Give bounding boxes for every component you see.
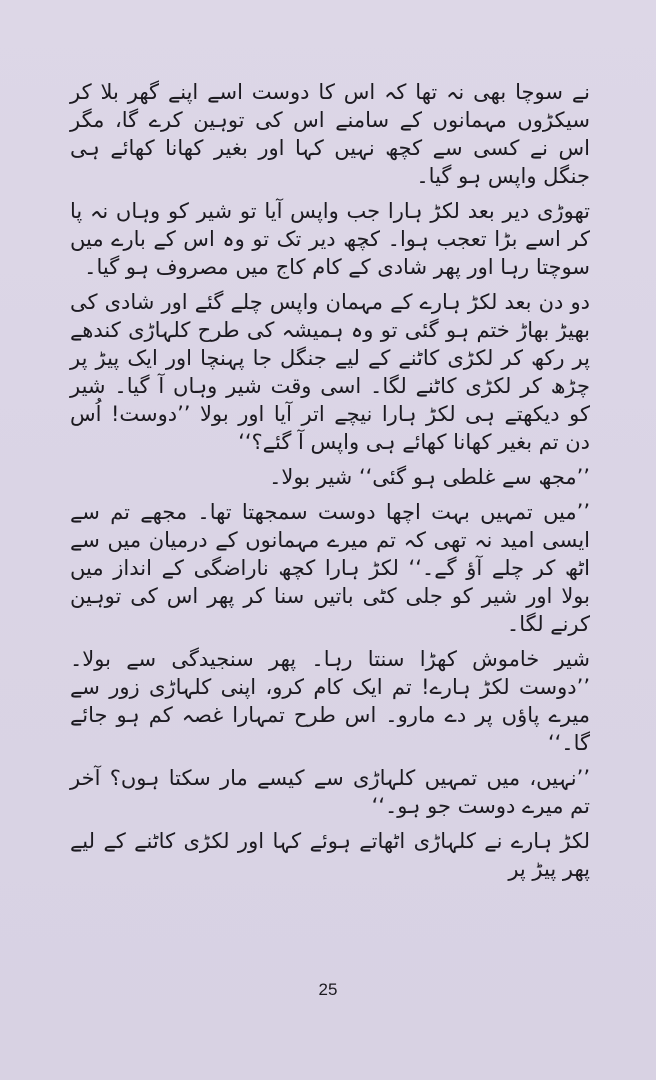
page-number: 25	[318, 980, 338, 999]
story-text	[70, 78, 590, 890]
paragraph-6: شیر خاموش کھڑا سنتا رہا۔ پھر سنجیدگی سے بولا۔ ’’دوست لکڑ ہارے! تم ایک کام کرو، اپنی کلہاڑی زور سے میرے پاؤں پر دے مارو۔ اس طرح تمہارا غصہ کم ہو جائے گا۔‘‘	[70, 647, 590, 755]
paragraph-7: ’’نہیں، میں تمہیں کلہاڑی سے کیسے مار سکتا ہوں؟ آخر تم میرے دوست جو ہو۔‘‘	[70, 766, 590, 818]
paragraph-1: نے سوچا بھی نہ تھا کہ اس کا دوست اسے اپنے گھر بلا کر سیکڑوں مہمانوں کے سامنے اس کی توہین کرے گا، مگر اس نے کسی سے کچھ نہیں کہا اور بغیر کھانا کھائے ہی جنگل واپس ہو گیا۔	[70, 80, 590, 188]
paragraph-3: دو دن بعد لکڑ ہارے کے مہمان واپس چلے گئے اور شادی کی بھیڑ بھاڑ ختم ہو گئی تو وہ ہمیشہ کی طرح کلہاڑی کندھے پر رکھ کر لکڑی کاٹنے کے لیے جنگل جا پہنچا اور ایک پیڑ پر چڑھ کر لکڑی کاٹنے لگا۔ اسی وقت شیر وہاں آ گیا۔ شیر کو دیکھتے ہی لکڑ ہارا نیچے اتر آیا اور بولا ’’دوست! اُس دن تم بغیر کھانا کھائے ہی واپس آ گئے؟‘‘	[70, 290, 590, 454]
paragraph-5: ’’میں تمہیں بہت اچھا دوست سمجھتا تھا۔ مجھے تم سے ایسی امید نہ تھی کہ تم میرے مہمانوں کے درمیان میں سے اٹھ کر چلے آؤ گے۔‘‘ لکڑ ہارا کچھ ناراضگی کے انداز میں بولا اور شیر کو جلی کٹی باتیں سنا کر پھر اس کی توہین کرنے لگا۔	[70, 500, 590, 636]
paragraph-8: لکڑ ہارے نے کلہاڑی اٹھاتے ہوئے کہا اور لکڑی کاٹنے کے لیے پھر پیڑ پر	[70, 829, 590, 881]
paragraph-4: ’’مجھ سے غلطی ہو گئی‘‘ شیر بولا۔	[269, 465, 590, 489]
paragraph-2: تھوڑی دیر بعد لکڑ ہارا جب واپس آیا تو شیر کو وہاں نہ پا کر اسے بڑا تعجب ہوا۔ کچھ دیر تک تو وہ اس کے بارے میں سوچتا رہا اور پھر شادی کے کام کاج میں مصروف ہو گیا۔	[70, 199, 590, 279]
